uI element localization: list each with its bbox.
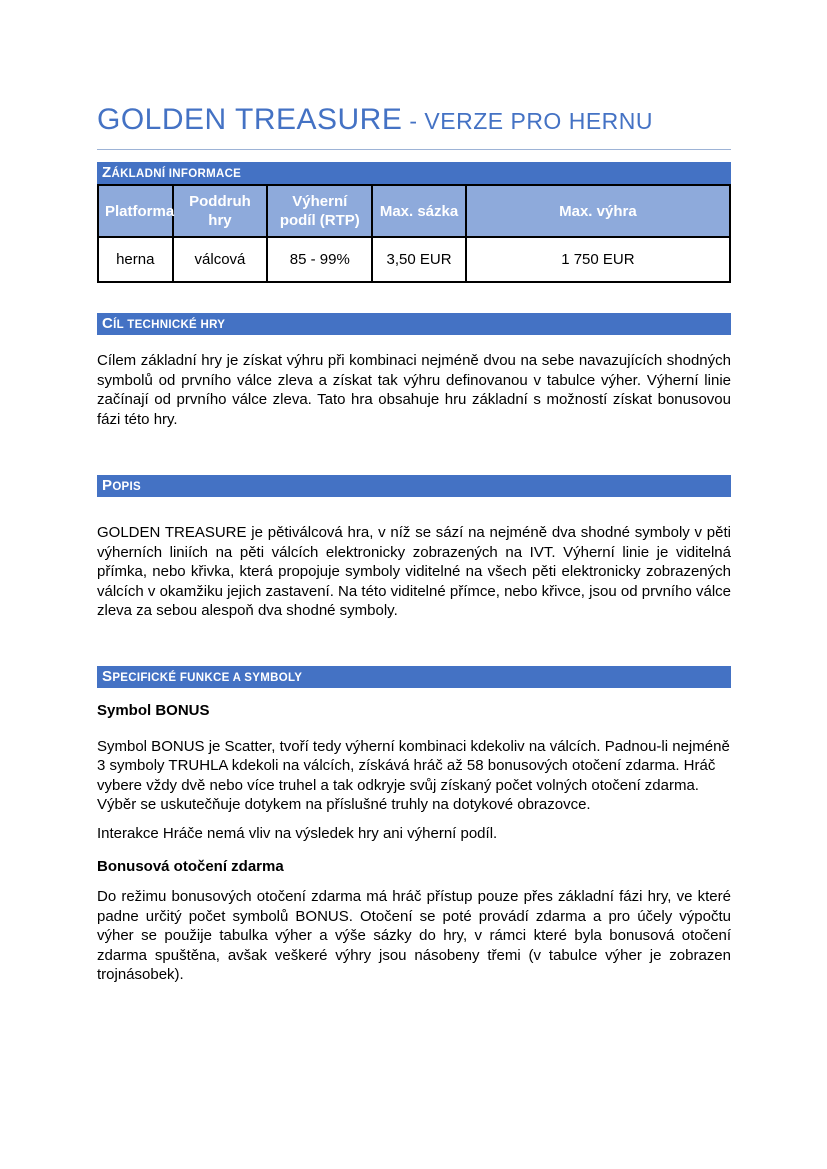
- table-header-max-sazka: Max. sázka: [372, 185, 466, 237]
- table-header-vyherni-podil: Výherní podíl (RTP): [267, 185, 372, 237]
- symbol-bonus-heading: Symbol BONUS: [97, 701, 210, 719]
- table-row: [98, 237, 730, 282]
- table-cell-poddruh-hry: válcová: [173, 237, 268, 282]
- page-title: [97, 100, 731, 150]
- table-cell-platforma: herna: [98, 237, 173, 282]
- section-heading-specific-functions: SPECIFICKÉ FUNKCE A SYMBOLY: [97, 666, 731, 688]
- free-spins-heading: Bonusová otočení zdarma: [97, 858, 284, 875]
- table-header-poddruh-hry: Poddruh hry: [173, 185, 268, 237]
- section-heading-goal: CÍL TECHNICKÉ HRY: [97, 313, 731, 335]
- table-header-row: [98, 185, 730, 237]
- table-cell-max-sazka: 3,50 EUR: [372, 237, 466, 282]
- table-cell-vyherni-podil: 85 - 99%: [267, 237, 372, 282]
- table-header-platforma: Platforma: [98, 185, 173, 237]
- table-header-max-vyhra: Max. výhra: [466, 185, 730, 237]
- symbol-bonus-paragraph: Symbol BONUS je Scatter, tvoří tedy výherní kombinaci kdekoliv na válcích. Padnou-li nejméně 3 symboly TRUHLA kdekoli na válcích, získává hráč až 58 bonusových otočení zdarma. Hráč vybere vždy dvě nebo více truhel a tak odkryje svůj získaný počet volných otočení zdarma. Výběr se uskutečňuje dotykem na příslušné truhly na dotykové obrazovce.: [97, 737, 730, 813]
- goal-paragraph: Cílem základní hry je získat výhru při kombinaci nejméně dvou na sebe navazujících shodných symbolů od prvního válce zleva a získat tak výhru definovanou v tabulce výher. Výherní linie začínají od prvního válce zleva. Tato hra obsahuje hru základní s možností získat bonusovou fázi této hry.: [97, 352, 731, 428]
- interaction-note: Interakce Hráče nemá vliv na výsledek hry ani výherní podíl.: [97, 824, 498, 842]
- basic-info-table: [97, 184, 731, 283]
- section-heading-description: POPIS: [97, 475, 731, 497]
- section-heading-basic-info: ZÁKLADNÍ INFORMACE: [97, 162, 731, 184]
- table-cell-max-vyhra: 1 750 EUR: [466, 237, 730, 282]
- free-spins-paragraph: Do režimu bonusových otočení zdarma má hráč přístup pouze přes základní fázi hry, ve které padne určitý počet symbolů BONUS. Otočení se poté provádí zdarma a pro účely výpočtu výher se použije tabulka výher a výše sázky do hry, v rámci které byla bonusová otočení zdarma spuštěna, avšak veškeré výhry jsou násobeny třemi (v tabulce výher je zobrazen trojnásobek).: [97, 888, 731, 983]
- title-subtitle: - VERZE PRO HERNU: [409, 108, 653, 134]
- description-paragraph: GOLDEN TREASURE je pětiválcová hra, v níž se sází na nejméně dva shodné symboly v pěti výherních liniích na pěti válcích elektronicky zobrazených na IVT. Výherní linie je viditelná přímka, nebo křivka, která propojuje symboly viditelné na všech pěti elektronicky zobrazených válcích v okamžiku jejich zastavení. Na této viditelné přímce, nebo křivce, jsou od prvního válce zleva za sebou alespoň dva shodné symboly.: [97, 524, 731, 619]
- title-main: GOLDEN TREASURE: [97, 103, 403, 136]
